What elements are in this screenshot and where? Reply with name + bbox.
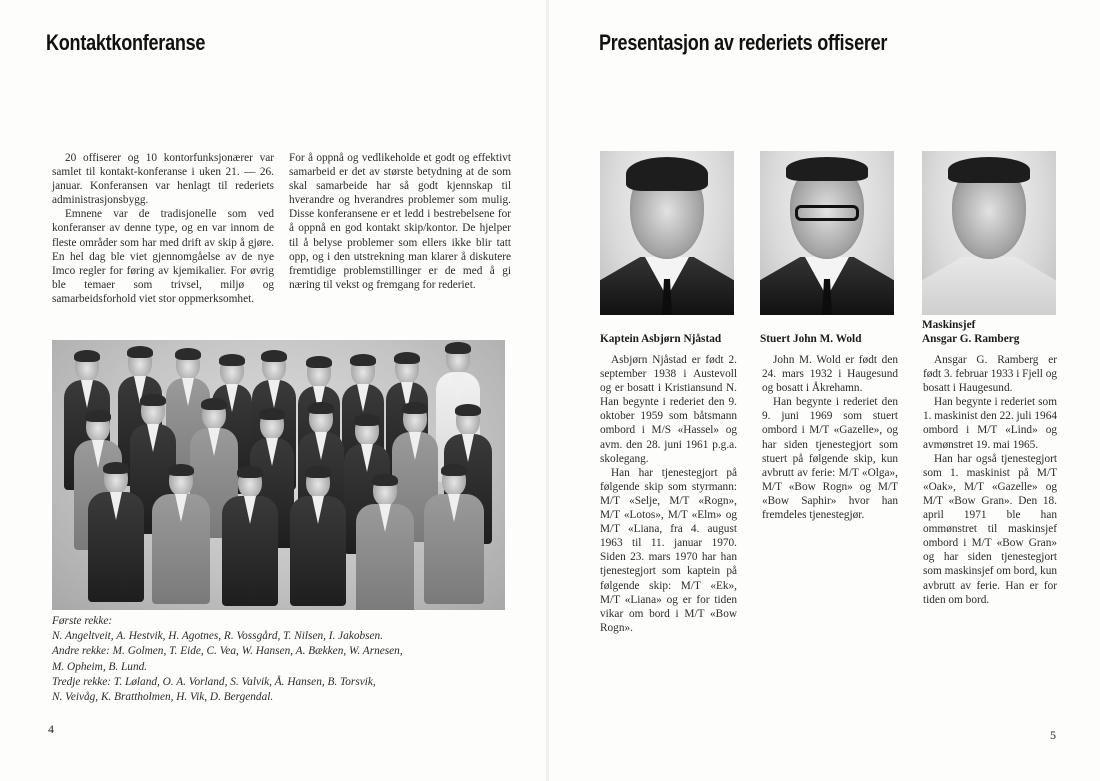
officer-heading-line: Stuert John M. Wold — [760, 333, 862, 345]
bio-paragraph: John M. Wold er født den 24. mars 1932 i Haugesund og bosatt i Åkrehamn. — [762, 354, 898, 395]
caption-line: Tredje rekke: T. Løland, O. A. Vorland, S. Valvik, Å. Hansen, B. Torsvik, — [52, 675, 376, 688]
page-number: 4 — [48, 722, 54, 736]
caption-line: Første rekke: — [52, 615, 113, 627]
caption-line: N. Angeltveit, A. Hestvik, H. Agotnes, R. Vossgård, T. Nilsen, I. Jakobsen. — [52, 630, 384, 643]
portrait-njastad — [600, 151, 734, 315]
officer-heading — [922, 318, 1062, 346]
bio-paragraph: Asbjørn Njåstad er født 2. september 1938 i Austevoll og er bosatt i Kristiansund N. Han begynte i rederiet den 9. oktober 1959 som båtsmann ombord i M/S «Hassel» og avm. den 28. juni 1961 p.g.a. skolegang. — [600, 354, 737, 465]
officer-bio-ramberg — [923, 353, 1057, 607]
left-page-title: Kontaktkonferanse — [46, 30, 206, 55]
officer-heading-line: Maskinsjef — [922, 319, 976, 331]
bio-paragraph: Han begynte i rederiet som 1. maskinist den 22. juli 1964 ombord i M/T «Lind» og avmønstret 19. mai 1965. — [923, 396, 1057, 451]
bio-paragraph: Han har tjenestegjort på følgende skip som styrmann: M/T «Selje, M/T «Rogn», M/T «Lotos», M/T «Elm» og M/T «Liana, fra 4. august 1963 til 11. januar 1970. Siden 23. mars 1970 har han tjenestegjort som kaptein på følgende skip: M/T «Ek», M/T «Liana» og er for tiden vikar om bord i M/T «Bow Rogn». — [600, 466, 737, 634]
officer-heading-line: Kaptein Asbjørn Njåstad — [600, 333, 722, 345]
bio-paragraph: Ansgar G. Ramberg er født 3. februar 1933 i Fjell og bosatt i Haugesund. — [923, 354, 1057, 395]
officer-heading — [600, 332, 740, 346]
right-page — [548, 0, 1100, 781]
article-paragraph: Emnene var de tradisjonelle som ved konferanser av denne type, og en var innom de fleste områder som har med drift av skip å gjøre. En hel dag ble viet gjennomgåelse av de nye Imco regler for føring av kjemikalier. For øvrig ble temaer som trivsel, miljø og samarbeidsforhold viet stor oppmerksomhet. — [52, 208, 274, 305]
article-paragraph: 20 offiserer og 10 kontorfunksjonærer var samlet til kontakt-konferanse i uken 21. — 26. januar. Konferansen var henlagt til rederiets administrasjonsbygg. — [52, 152, 274, 207]
article-paragraph: For å oppnå og vedlikeholde et godt og effektivt samarbeid er det av største betydning at de som skal samarbeide har så godt kjennskap til hverandre og hverandres problemer som mulig. Disse konferansene er et ledd i bestrebelsene for å oppnå en god kontakt skip/kontor. De hjelper til å belyse problemer som ellers ikke blir tatt opp, og i den utstrekning man klarer å diskutere fremtidige problemstillinger er de med å gi næring til vekst og fremgang for rederiet. — [289, 152, 511, 291]
caption-line: N. Veivåg, K. Brattholmen, H. Vik, D. Bergendal. — [52, 691, 274, 704]
group-photo — [52, 340, 505, 610]
portrait-wold — [760, 151, 894, 315]
officer-heading — [760, 332, 900, 346]
portrait-ramberg — [922, 151, 1056, 315]
right-page-title: Presentasjon av rederiets offiserer — [599, 30, 888, 55]
bio-paragraph: Han har også tjenestegjort som 1. maskinist på M/T «Oak», M/T «Gazelle» og M/T «Bow Gran». Den 18. april 1971 ble han ommønstret til maskinsjef ombord i M/T «Bow Gran» og har siden tjenestegjort som maskinsjef om bord, kun avbrutt av ferie. Han er for tiden om bord. — [923, 452, 1057, 606]
officer-bio-wold — [762, 353, 898, 522]
photo-caption — [52, 614, 502, 705]
caption-line: Andre rekke: M. Golmen, T. Eide, C. Vea, W. Hansen, A. Bækken, W. Arnesen, — [52, 645, 403, 658]
article-column-1 — [52, 151, 274, 306]
article-column-2 — [289, 151, 511, 292]
officer-bio-njastad — [600, 353, 737, 635]
officer-heading-line: Ansgar G. Ramberg — [922, 333, 1020, 345]
page-number: 5 — [1050, 728, 1056, 742]
left-page — [0, 0, 548, 781]
bio-paragraph: Han begynte i rederiet den 9. juni 1969 som stuert ombord i M/T «Gazelle», og har siden tjenestegjort som stuert på følgende skip, kun avbrutt av ferie: M/T «Olga», M/T «Bow Rogn» og M/T «Bow Saphir» hvor han fremdeles tjenestegjør. — [762, 396, 898, 522]
caption-line: M. Opheim, B. Lund. — [52, 660, 148, 673]
